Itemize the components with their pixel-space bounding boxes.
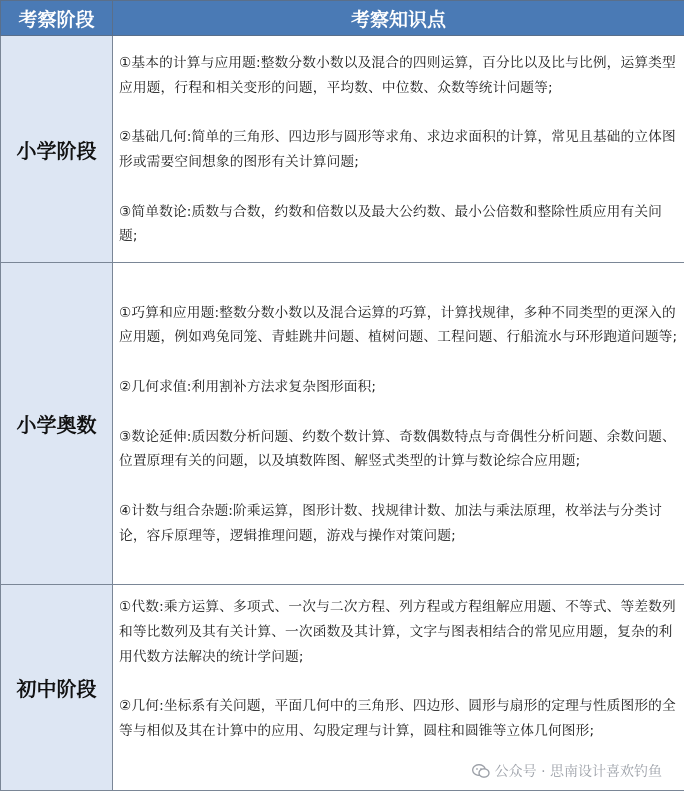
- knowledge-item: ④计数与组合杂题:阶乘运算，图形计数、找规律计数、加法与乘法原理，枚举法与分类讨论，容斥原理等，逻辑推理问题，游戏与操作对策问题;: [119, 502, 663, 544]
- content-cell: [113, 263, 684, 585]
- knowledge-item: ③简单数论:质数与合数，约数和倍数以及最大公约数、最小公倍数和整除性质应用有关问题;: [119, 203, 663, 245]
- watermark-text: 公众号 · 思南设计喜欢钓鱼: [494, 764, 662, 780]
- content-cell: [113, 36, 684, 263]
- stage-cell: 小学奥数: [1, 263, 113, 585]
- knowledge-item: ①代数:乘方运算、多项式、一次与二次方程、列方程或方程组解应用题、不等式、等差数列和等比数列及其有关计算、一次函数及其计算，文字与图表相结合的常见应用题，复杂的利用代数方法解决的统计学问题;: [119, 599, 676, 665]
- table-row: [1, 585, 684, 791]
- stage-cell: 小学阶段: [1, 36, 113, 263]
- wechat-icon: [472, 763, 490, 779]
- table-row: [1, 36, 684, 263]
- stage-cell: 初中阶段: [1, 585, 113, 791]
- header-stage: 考察阶段: [1, 1, 113, 36]
- knowledge-item: ③数论延伸:质因数分析问题、约数个数计算、奇数偶数特点与奇偶性分析问题、余数问题、位置原理有关的问题，以及填数阵图、解竖式类型的计算与数论综合应用题;: [119, 428, 676, 470]
- table-row: [1, 263, 684, 585]
- content-cell: [113, 585, 684, 791]
- knowledge-item: ①基本的计算与应用题:整数分数小数以及混合的四则运算，百分比以及比与比例，运算类型应用题，行程和相关变形的问题，平均数、中位数、众数等统计问题等;: [119, 54, 676, 96]
- knowledge-item: ②几何求值:利用割补方法求复杂图形面积;: [119, 378, 377, 395]
- knowledge-item: ②基础几何:简单的三角形、四边形与圆形等求角、求边求面积的计算，常见且基础的立体图形或需要空间想象的图形有关计算问题;: [119, 129, 676, 170]
- watermark: [472, 761, 662, 781]
- knowledge-item: ①巧算和应用题:整数分数小数以及混合运算的巧算，计算找规律，多种不同类型的更深入的应用题，例如鸡兔同笼、青蛙跳井问题、植树问题、工程问题、行船流水与环形跑道问题等;: [119, 304, 678, 346]
- knowledge-item: ②几何:坐标系有关问题，平面几何中的三角形、四边形、圆形与扇形的定理与性质图形的全等与相似及其在计算中的应用、勾股定理与计算，圆柱和圆锥等立体几何图形;: [119, 698, 676, 739]
- header-knowledge: 考察知识点: [113, 1, 684, 36]
- header-row: [1, 1, 684, 36]
